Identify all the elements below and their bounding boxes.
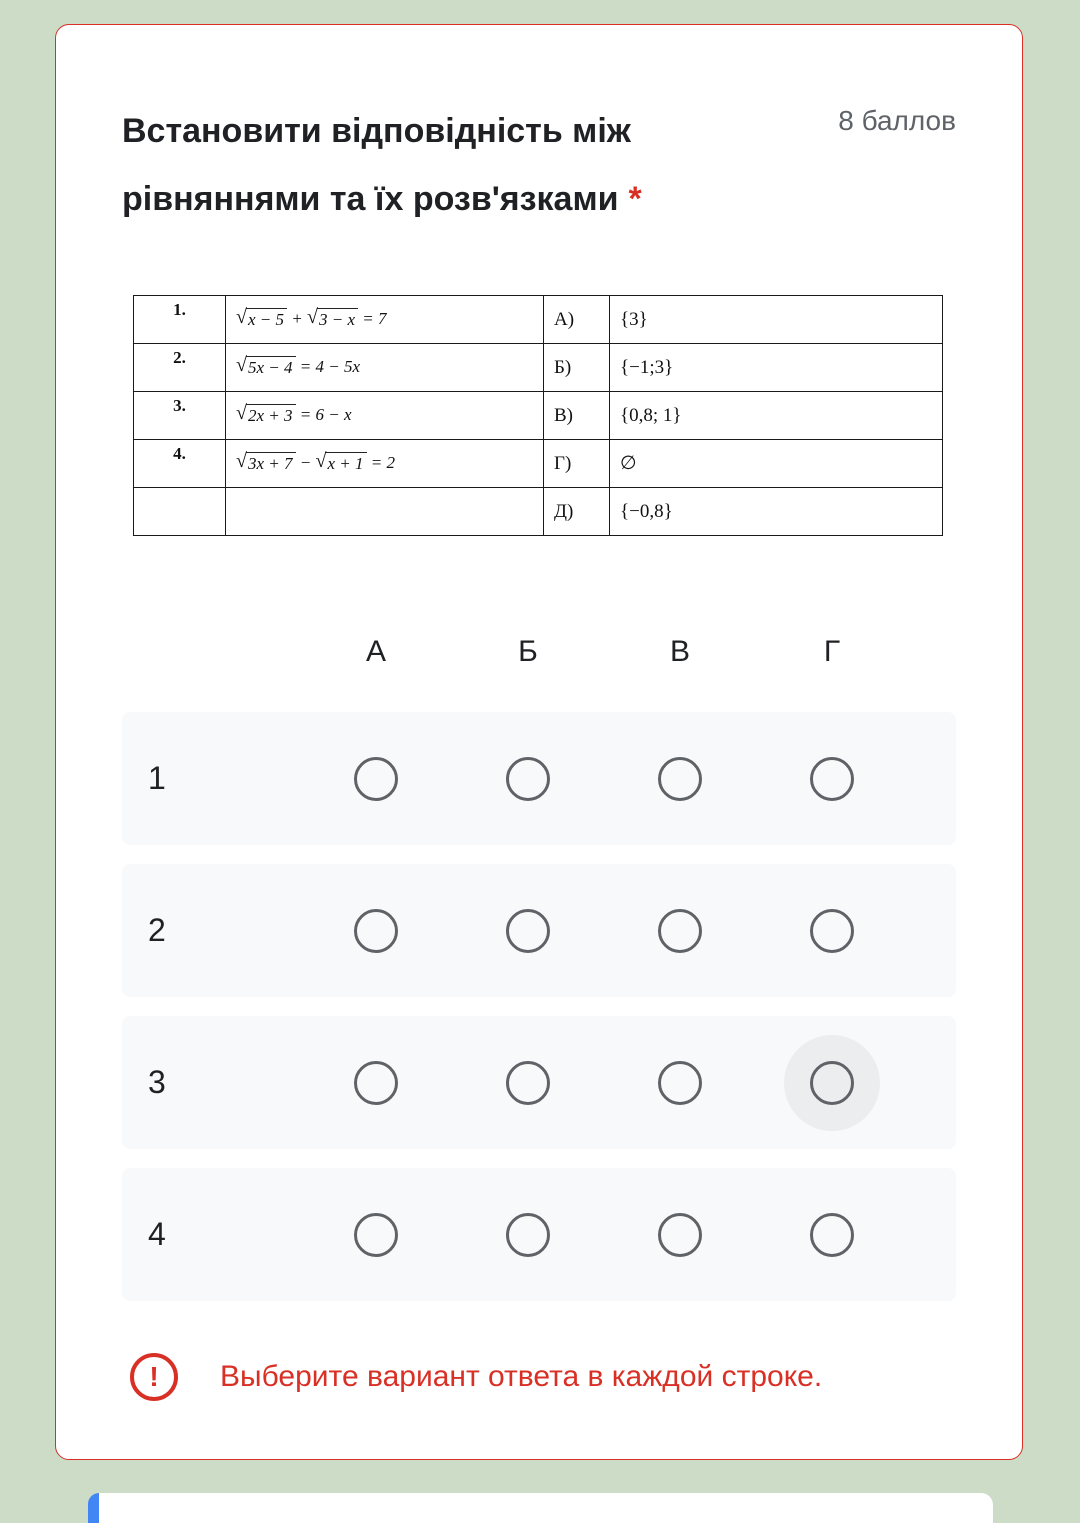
sqrt-expression [307, 308, 358, 330]
grid-row-3 [122, 1016, 956, 1149]
option-answer: {0,8; 1} [610, 392, 943, 440]
error-icon-glyph: ! [149, 1361, 159, 1392]
option-letter: Г) [544, 440, 610, 488]
grid-cell [452, 864, 604, 997]
radio-row3-colБ[interactable] [506, 1061, 550, 1105]
radical-sign-icon: √ [236, 450, 247, 473]
equation-text: + [287, 309, 307, 329]
sqrt-expression [236, 308, 287, 330]
grid-cell [604, 1016, 756, 1149]
radical-sign-icon: √ [236, 306, 247, 329]
table-row [134, 488, 943, 536]
grid-cell [756, 1168, 908, 1301]
equation-number: 2. [134, 344, 226, 392]
error-message: Выберите вариант ответа в каждой строке. [220, 1360, 823, 1393]
radical-sign-icon: √ [315, 450, 327, 473]
radical-sign-icon: √ [236, 402, 247, 425]
grid-cell [300, 712, 452, 845]
radio-row4-colБ[interactable] [506, 1213, 550, 1257]
option-letter: В) [544, 392, 610, 440]
row-label: 2 [148, 912, 166, 948]
sqrt-expression [236, 356, 296, 378]
required-asterisk: * [628, 180, 642, 218]
table-row [134, 392, 943, 440]
column-header-В: В [669, 635, 690, 668]
radio-row4-colА[interactable] [354, 1213, 398, 1257]
answer-grid [122, 712, 956, 1301]
equation-number: 3. [134, 392, 226, 440]
equation-text: = 2 [366, 453, 395, 473]
grid-cell [756, 712, 908, 845]
radio-row1-colБ[interactable] [506, 757, 550, 801]
radio-row1-colГ[interactable] [810, 757, 854, 801]
question-card [55, 24, 1023, 1460]
table-row [134, 440, 943, 488]
equation [226, 344, 544, 392]
grid-cell [452, 1168, 604, 1301]
option-answer: ∅ [610, 440, 943, 488]
active-question-indicator [88, 1493, 99, 1523]
equation-text: − [295, 453, 316, 473]
matching-table [133, 295, 943, 536]
equation-text: = 4 − 5x [295, 357, 361, 377]
option-answer: {3} [610, 296, 943, 344]
radicand: 5x − 4 [246, 356, 296, 378]
radical-sign-icon: √ [307, 306, 318, 329]
grid-cell [300, 1168, 452, 1301]
radio-row1-colВ[interactable] [658, 757, 702, 801]
grid-cell [300, 1016, 452, 1149]
equation-text: = 6 − x [295, 405, 352, 425]
grid-cell [452, 712, 604, 845]
equation-number: 1. [134, 296, 226, 344]
points-label: 8 баллов [838, 105, 956, 136]
validation-error [130, 1353, 956, 1401]
sqrt-expression [316, 452, 367, 474]
radio-row2-colВ[interactable] [658, 909, 702, 953]
radio-row4-colВ[interactable] [658, 1213, 702, 1257]
option-letter: А) [544, 296, 610, 344]
equation [226, 440, 544, 488]
sqrt-expression [236, 404, 296, 426]
grid-cell [756, 864, 908, 997]
error-icon [130, 1353, 178, 1401]
equation-text: = 7 [358, 309, 387, 329]
grid-cell [300, 864, 452, 997]
question-title [122, 97, 838, 233]
option-answer: {−0,8} [610, 488, 943, 536]
grid-row-1 [122, 712, 956, 845]
equation [226, 392, 544, 440]
sqrt-expression [236, 452, 296, 474]
radio-row4-colГ[interactable] [810, 1213, 854, 1257]
column-header-Б: Б [518, 635, 538, 668]
grid-cell [604, 712, 756, 845]
table-row [134, 296, 943, 344]
radio-row1-colА[interactable] [354, 757, 398, 801]
column-header-Г: Г [823, 635, 841, 668]
radicand: x + 1 [325, 452, 366, 474]
row-label: 4 [148, 1216, 166, 1252]
grid-cell [604, 1168, 756, 1301]
question-title-text: Встановити відповідність між рівняннями та їх розв'язками [122, 112, 631, 218]
equation-number [134, 488, 226, 536]
grid-cell [452, 1016, 604, 1149]
equation [226, 296, 544, 344]
radicand: 2x + 3 [246, 404, 296, 426]
option-answer: {−1;3} [610, 344, 943, 392]
grid-column-headers [122, 632, 956, 672]
radical-sign-icon: √ [236, 354, 247, 377]
grid-cell [604, 864, 756, 997]
radio-row3-colГ[interactable] [810, 1061, 854, 1105]
radio-row3-colА[interactable] [354, 1061, 398, 1105]
radio-row2-colБ[interactable] [506, 909, 550, 953]
next-question-card-partial[interactable] [88, 1493, 993, 1523]
equation-number: 4. [134, 440, 226, 488]
radio-row2-colГ[interactable] [810, 909, 854, 953]
grid-row-4 [122, 1168, 956, 1301]
grid-row-2 [122, 864, 956, 997]
radio-row3-colВ[interactable] [658, 1061, 702, 1105]
radicand: x − 5 [246, 308, 287, 330]
equation [226, 488, 544, 536]
grid-cell [756, 1016, 908, 1149]
radicand: 3x + 7 [246, 452, 296, 474]
row-label: 1 [148, 760, 166, 796]
option-letter: Б) [544, 344, 610, 392]
radio-row2-colА[interactable] [354, 909, 398, 953]
radicand: 3 − x [317, 308, 358, 330]
option-letter: Д) [544, 488, 610, 536]
column-header-А: А [365, 635, 386, 668]
row-label: 3 [148, 1064, 166, 1100]
table-row [134, 344, 943, 392]
question-header [122, 97, 956, 233]
